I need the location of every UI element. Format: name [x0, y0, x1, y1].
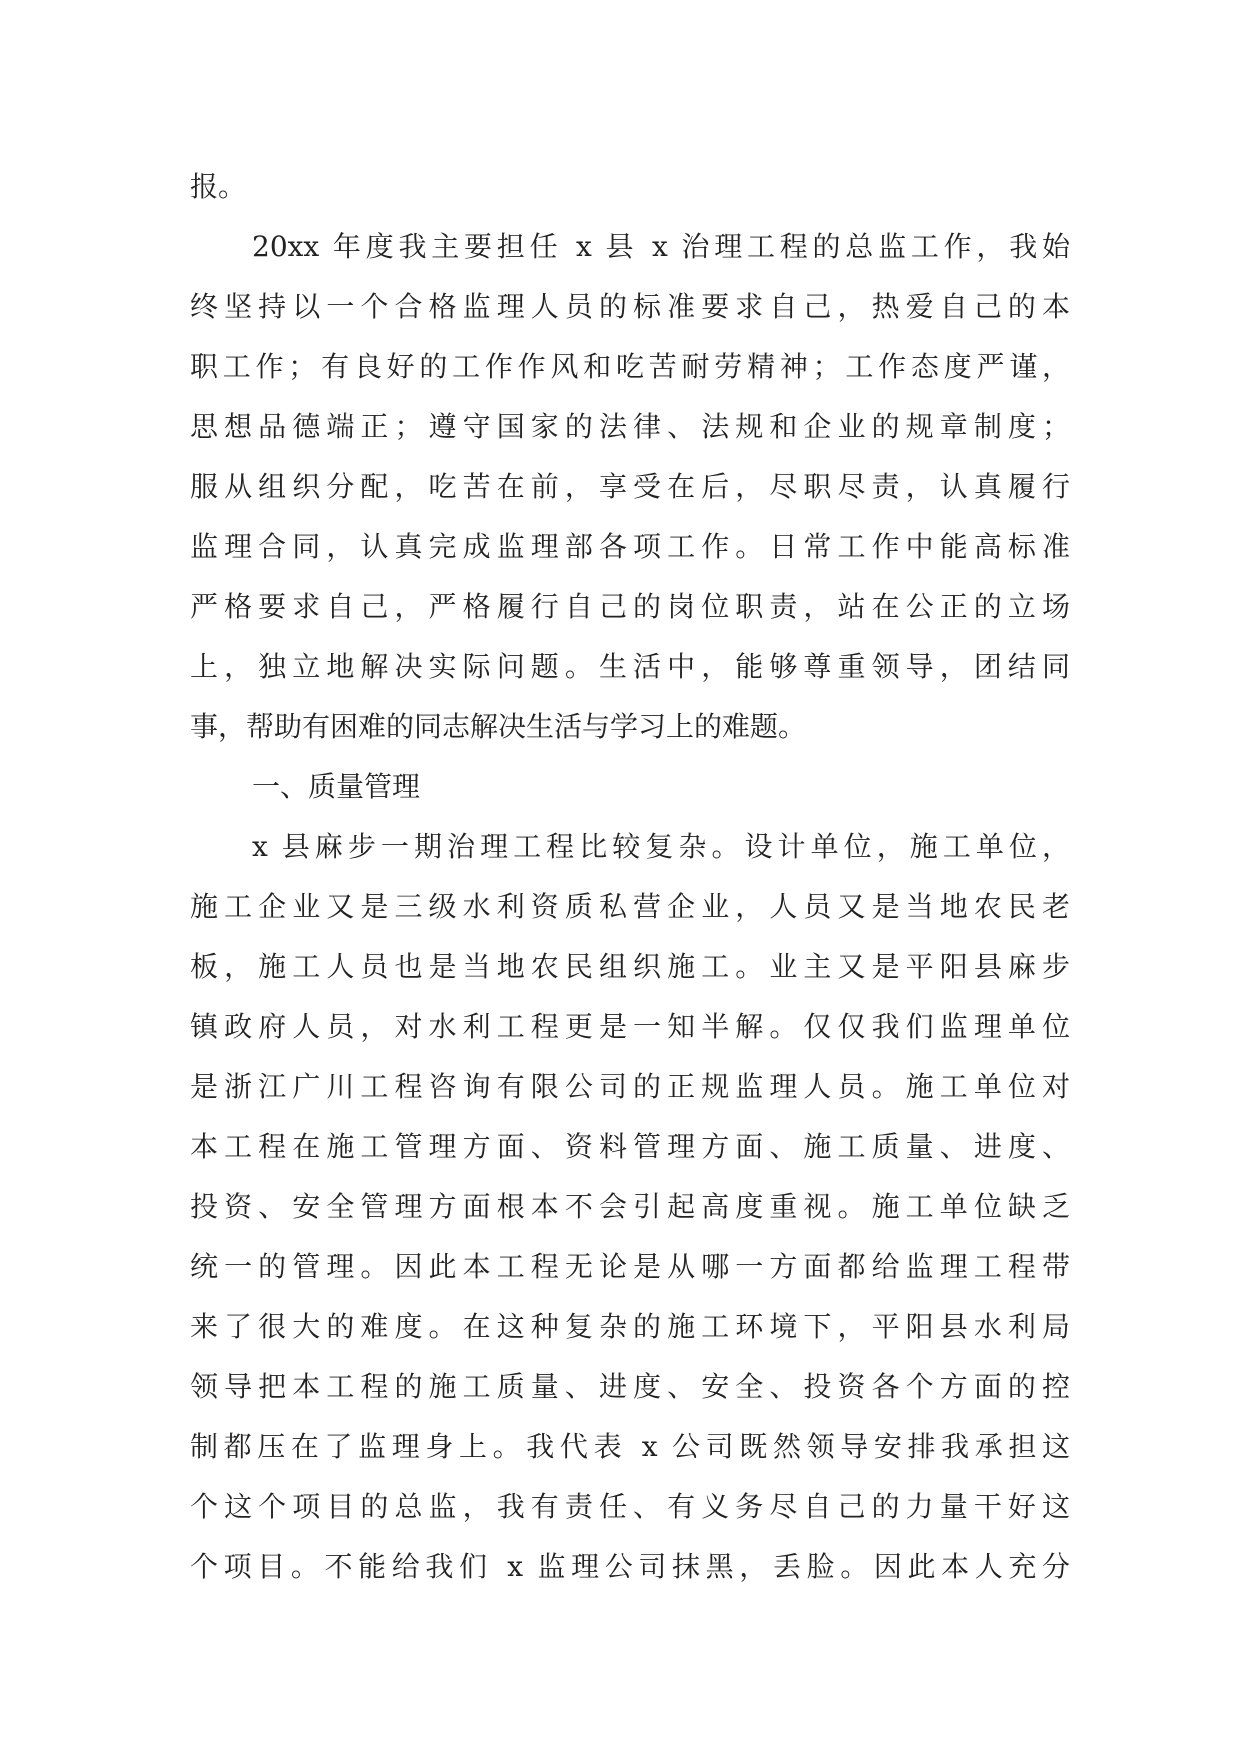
paragraph-line: 终坚持以一个合格监理人员的标准要求自己，热爱自己的本	[190, 290, 1070, 323]
paragraph-line: 投资、安全管理方面根本不会引起高度重视。施工单位缺乏	[190, 1190, 1070, 1223]
paragraph-line: x 县麻步一期治理工程比较复杂。设计单位，施工单位，	[252, 830, 1070, 863]
paragraph-line: 统一的管理。因此本工程无论是从哪一方面都给监理工程带	[190, 1250, 1070, 1283]
paragraph-line: 个项目。不能给我们 x 监理公司抹黑，丢脸。因此本人充分	[190, 1550, 1070, 1583]
paragraph-line: 上，独立地解决实际问题。生活中，能够尊重领导，团结同	[190, 650, 1070, 683]
paragraph-line: 职工作；有良好的工作作风和吃苦耐劳精神；工作态度严谨，	[190, 350, 1070, 383]
paragraph-line: 服从组织分配，吃苦在前，享受在后，尽职尽责，认真履行	[190, 470, 1070, 503]
paragraph-line: 制都压在了监理身上。我代表 x 公司既然领导安排我承担这	[190, 1430, 1070, 1463]
paragraph-line: 思想品德端正；遵守国家的法律、法规和企业的规章制度；	[190, 410, 1070, 443]
paragraph-line: 监理合同，认真完成监理部各项工作。日常工作中能高标准	[190, 530, 1070, 563]
body-text	[190, 157, 1070, 1597]
paragraph-line: 镇政府人员，对水利工程更是一知半解。仅仅我们监理单位	[190, 1010, 1070, 1043]
paragraph-line: 个这个项目的总监，我有责任、有义务尽自己的力量干好这	[190, 1490, 1070, 1523]
paragraph-line: 施工企业又是三级水利资质私营企业，人员又是当地农民老	[190, 890, 1070, 923]
paragraph-line: 报。	[190, 170, 247, 203]
paragraph-line: 来了很大的难度。在这种复杂的施工环境下，平阳县水利局	[190, 1310, 1070, 1343]
paragraph-line: 20xx 年度我主要担任 x 县 x 治理工程的总监工作，我始	[252, 230, 1070, 263]
paragraph-line: 是浙江广川工程咨询有限公司的正规监理人员。施工单位对	[190, 1070, 1070, 1103]
paragraph-line: 本工程在施工管理方面、资料管理方面、施工质量、进度、	[190, 1130, 1070, 1163]
paragraph-line: 领导把本工程的施工质量、进度、安全、投资各个方面的控	[190, 1370, 1070, 1403]
paragraph-line: 板，施工人员也是当地农民组织施工。业主又是平阳县麻步	[190, 950, 1070, 983]
paragraph-line: 严格要求自己，严格履行自己的岗位职责，站在公正的立场	[190, 590, 1070, 623]
paragraph-line: 事，帮助有困难的同志解决生活与学习上的难题。	[190, 710, 807, 743]
section-heading: 一、质量管理	[252, 770, 421, 803]
